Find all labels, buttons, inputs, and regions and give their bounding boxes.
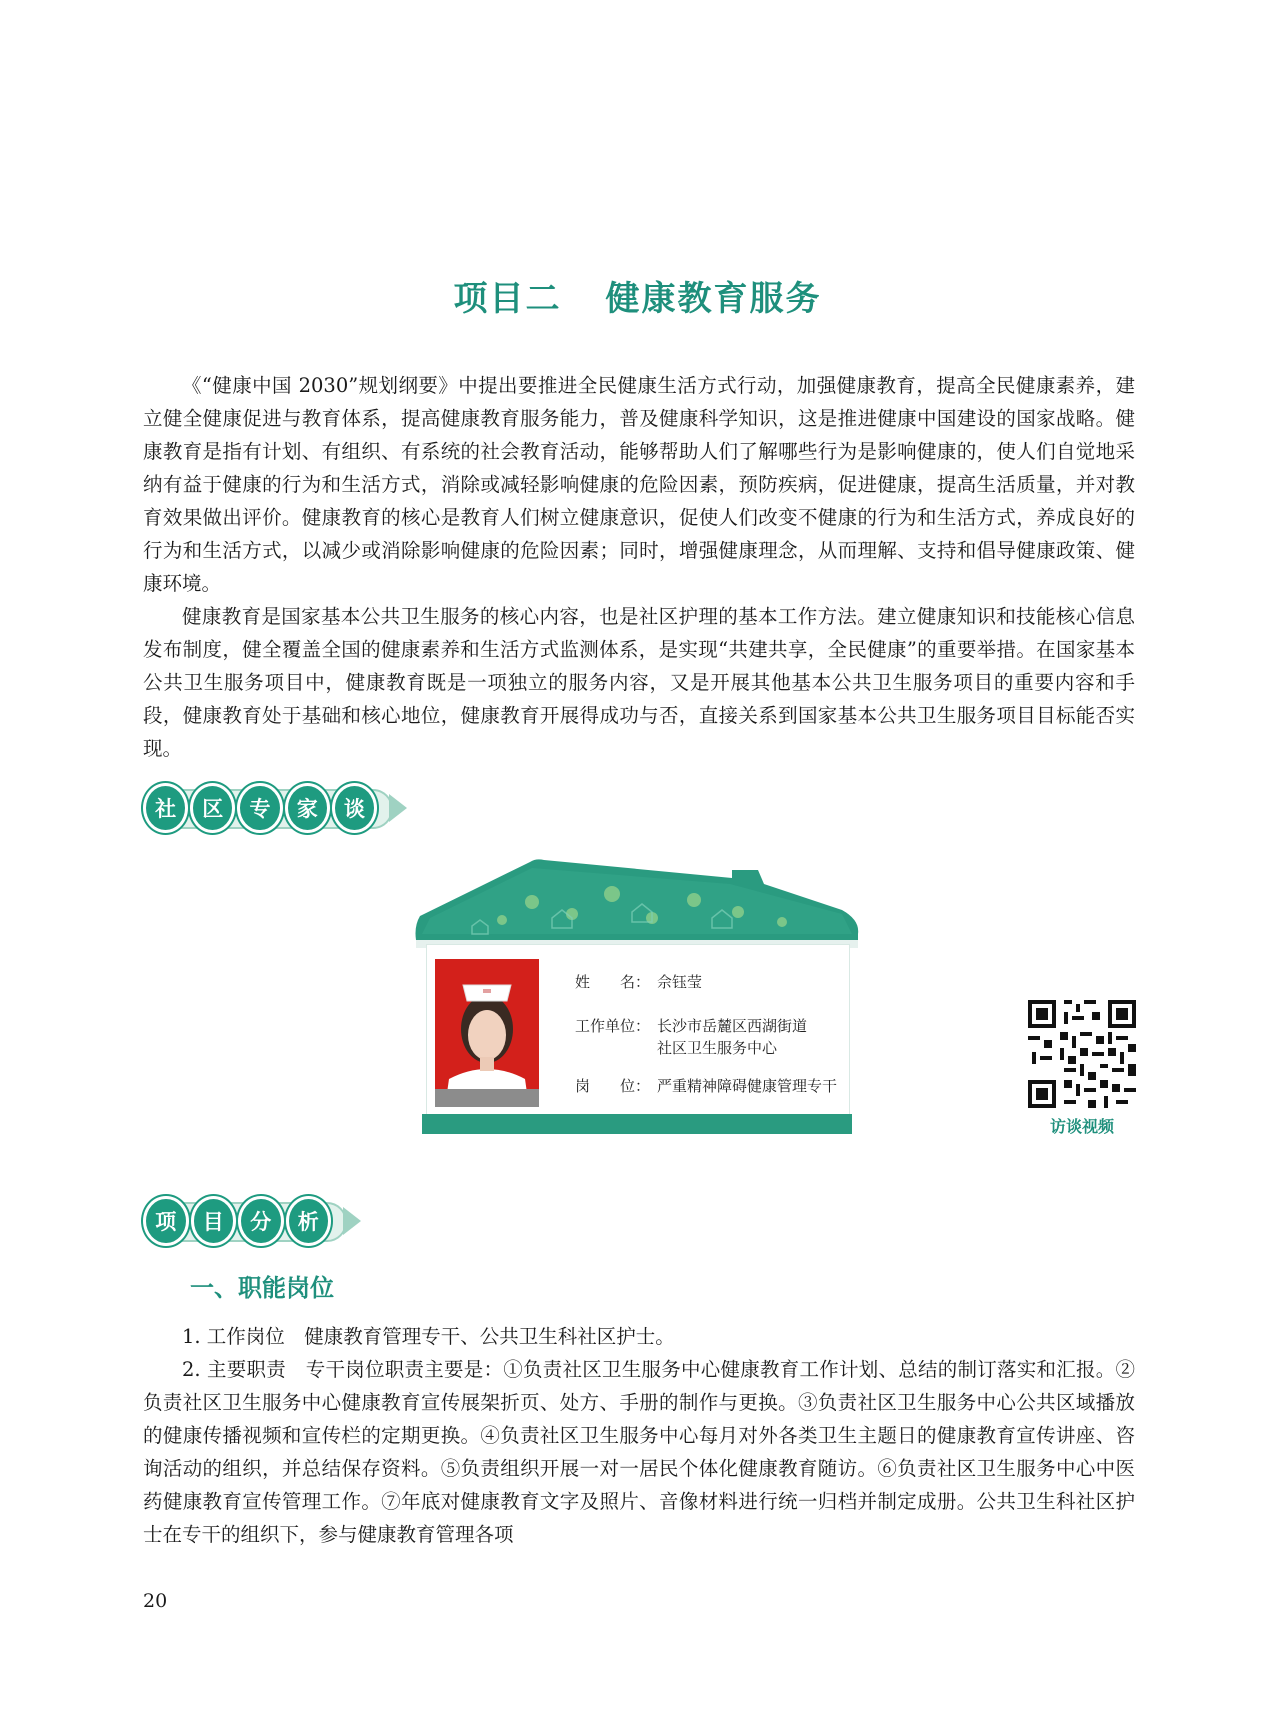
banner-char: 家: [285, 783, 330, 833]
banner-char: 分: [238, 1196, 284, 1246]
photo-band: [435, 1089, 539, 1107]
unit-value-line2: 社区卫生服务中心: [657, 1039, 778, 1057]
duty-item-2: 2. 主要职责 专干岗位职责主要是：①负责社区卫生服务中心健康教育工作计划、总结的制订落实和汇报。②负责社区卫生服务中心健康教育宣传展架折页、处方、手册的制作与更换。③负责社区卫生服务中心公共区域播放的健康传播视频和宣传栏的定期更换。④负责社区卫生服务中心每月对外各类卫生主题日的健康教育宣传讲座、咨询活动的组织，并总结保存资料。⑤负责组织开展一对一居民个体化健康教育随访。⑥负责社区卫生服务中心中医药健康教育宣传管理工作。⑦年底对健康教育文字及照片、音像材料进行统一归档并制定成册。公共卫生科社区护士在专干的组织下，参与健康教育管理各项: [143, 1358, 1135, 1546]
duty-item-1: 1. 工作岗位 健康教育管理专干、公共卫生科社区护士。: [182, 1325, 675, 1348]
intro-text: [143, 369, 1135, 765]
unit-value-line1: 长沙市岳麓区西湖街道: [657, 1017, 808, 1035]
banner-char: 项: [143, 1196, 189, 1246]
post-row: [575, 1075, 837, 1096]
banner-char: 谈: [332, 783, 377, 833]
title-part1: 项目二: [453, 278, 562, 319]
page-number: 20: [143, 1590, 168, 1612]
qr-caption: 访谈视频: [1049, 1117, 1114, 1136]
duties-text: [143, 1320, 1135, 1551]
banner-arrow: [389, 794, 407, 822]
intro-paragraph-2: 健康教育是国家基本公共卫生服务的核心内容，也是社区护理的基本工作方法。建立健康知识和技能核心信息发布制度，健全覆盖全国的健康素养和生活方式监测体系，是实现“共建共享，全民健康”的重要举措。在国家基本公共卫生服务项目中，健康教育既是一项独立的服务内容，又是开展其他基本公共卫生服务项目的重要内容和手段，健康教育处于基础和核心地位，健康教育开展得成功与否，直接关系到国家基本公共卫生服务项目目标能否实现。: [143, 605, 1135, 760]
post-value: 严重精神障碍健康管理专干: [657, 1077, 838, 1095]
expert-photo: [435, 959, 539, 1107]
banner-char: 社: [143, 783, 188, 833]
unit-label: 工作单位：: [575, 1017, 651, 1035]
project-analysis-banner: [143, 1194, 333, 1248]
qr-code-icon[interactable]: [1028, 1000, 1136, 1108]
post-label: 岗 位：: [575, 1077, 651, 1095]
expert-card: [412, 848, 862, 1143]
name-row: [575, 971, 702, 992]
name-value: 佘钰莹: [657, 973, 703, 991]
name-label: 姓 名：: [575, 973, 651, 991]
title-part2: 健康教育服务: [605, 278, 822, 319]
banner-char: 区: [190, 783, 235, 833]
section-heading: 一、职能岗位: [190, 1274, 334, 1302]
expert-talk-banner: [143, 781, 379, 835]
banner-arrow: [343, 1207, 361, 1235]
banner-char: 专: [237, 783, 282, 833]
page-title: [0, 271, 1275, 320]
card-panel: [426, 944, 850, 1116]
intro-paragraph-1: 《“健康中国 2030”规划纲要》中提出要推进全民健康生活方式行动，加强健康教育，提高全民健康素养，建立健全健康促进与教育体系，提高健康教育服务能力，普及健康科学知识，这是推进健康中国建设的国家战略。健康教育是指有计划、有组织、有系统的社会教育活动，能够帮助人们了解哪些行为是影响健康的，使人们自觉地采纳有益于健康的行为和生活方式，消除或减轻影响健康的危险因素，预防疾病，促进健康，提高生活质量，并对教育效果做出评价。健康教育的核心是教育人们树立健康意识，促使人们改变不健康的行为和生活方式，养成良好的行为和生活方式，以减少或消除影响健康的危险因素；同时，增强健康理念，从而理解、支持和倡导健康政策、健康环境。: [143, 374, 1135, 595]
banner-char: 目: [191, 1196, 237, 1246]
house-roof: [412, 848, 862, 958]
banner-char: 析: [286, 1196, 332, 1246]
card-base: [422, 1114, 852, 1134]
unit-row: [575, 1015, 807, 1036]
